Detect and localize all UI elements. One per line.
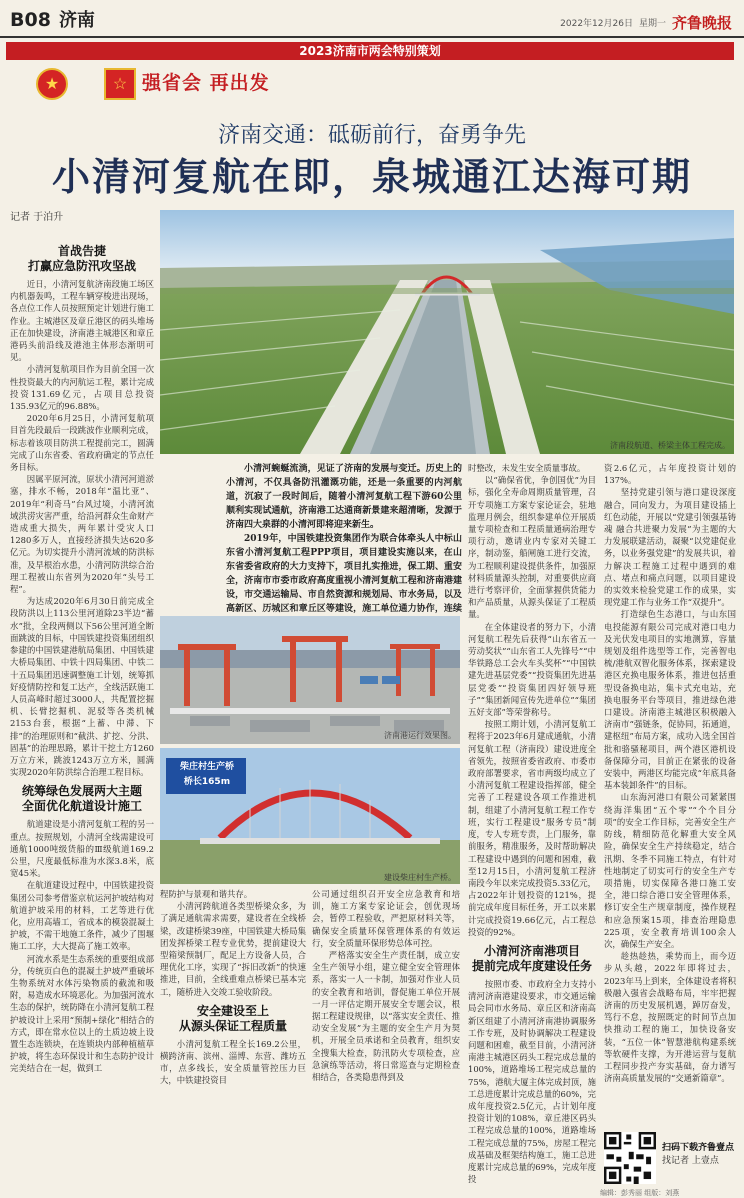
- issue-weekday: 星期一: [638, 19, 666, 29]
- qr-code-icon[interactable]: [604, 1132, 656, 1184]
- masthead: [560, 12, 732, 33]
- paragraph: 河流水系是生态系统的重要组成部分，传统页白色的混凝土护坡严重破坏生物系统对水体污染物质的截流和吸附，易造成水环境恶化。为加强河流水生态的保护，统防降在小清河复航工程护坡设计上采用“预制+绿化”相结合的方式，即在常水位以上的土质边坡上设置生态连锁块，在连锁块内部种植植草护坡，将生态环保设计和生态防护设计完美结合在一起，做到工: [10, 953, 154, 1074]
- section-name: 济南: [58, 10, 95, 31]
- port-rendering-photo: [160, 616, 460, 744]
- header-rule: [0, 36, 744, 38]
- paragraph: 小清河复航工程全长169.2公里，横跨济南、滨州、淄博、东营、潍坊五市，点多线长，安全质量管控压力巨大，中铁建投资目: [160, 1038, 306, 1086]
- paragraph: 公司通过组织召开安全应急教育和培训，施工方案专家论证会，创优现场会，暂停工程验收，严把原材料关等，确保安全质量环保管理体系的有效运行，安全质量环保形势总体可控。: [312, 889, 460, 948]
- canal-aerial-image: [160, 210, 734, 454]
- page-number: B08: [10, 9, 51, 31]
- paragraph: 近日，小清河复航济南段施工场区内机器轰鸣，工程车辆穿梭进出现场，各点位工作人员按照预定计划进行施工作业。主城港区及章丘港区的码头堆场正在加快建设，济南港主城港区和章丘港码头前沿线及港池主体形态渐明可见。: [10, 279, 154, 363]
- article-column-3: [312, 888, 460, 1194]
- article-subhead: 济南交通：砥砺前行，奋勇争先: [217, 123, 526, 148]
- bridge-sign-name: 柴庄村生产桥: [179, 762, 234, 772]
- section-heading-flood: 首战告捷 打赢应急防汛攻坚战: [27, 244, 136, 273]
- bridge-sign-length: 桥长165m: [183, 777, 231, 787]
- paragraph: 在全体建设者的努力下，小清河复航工程先后获得“山东省五一劳动奖状”“山东省工人先锋号”“中华铁路总工会火车头奖杯”“中国铁建先进基层党委”“投资集团先进基层党委”“投资集团四好领导班子”“集团新闻宣传先进单位”“集团五好支部”等荣誉称号。: [468, 621, 596, 718]
- paragraph: 小清河跨航道各类型桥梁众多，为了满足通航需求需要，建设者在全线桥梁，改建桥梁39座，中国铁建大桥局集团发挥桥梁工程专业优势，提前建设大型箱梁预制厂，配足上方设备人员，合理优化工序，实现了“拆旧改新”的快速推进，目前，全线重难点桥梁已基本完工，随桥进入交竣工验收阶段。: [160, 901, 306, 997]
- main-photo-caption: 济南段航道、桥梁主体工程完成。: [610, 441, 730, 450]
- special-banner: 2023济南市两会特别策划: [6, 42, 734, 60]
- qr-caption-line1: 扫码下载齐鲁壹点: [662, 1143, 735, 1153]
- article-headline: 小清河复航在即，泉城通江达海可期: [51, 154, 692, 199]
- page-header: [10, 6, 95, 32]
- paragraph: 2020年6月25日，小清河复航项目首先段最后一段跳波作业顺利完成，标志着该项目防洪工程提前完工，圆满完成了山东省委、省政府确定的节点任务目标。: [10, 413, 154, 473]
- newspaper-logo: 齐鲁晚报: [671, 14, 732, 32]
- paragraph: 打造绿色生态港口，与山东国电投能源有限公司完成对港口电力及光伏发电项目的实地测算，容量规划及组件选型等工作，完善智电梳/港航双智化服务体系，探索建设港区充换电服务体系，推进包括重型设备换电站，集卡式充电站，充换电服务平台等项目，推进绿色港口建设。济南港主城港区积极融入济南市“强链条，促协同，拓通道，建枢纽”布局方案，成功入选全国首批和骆骚秘项目，两个港区港机设备保障分司，目前正在紧张的设备安装中，两港区均能完成“年底具备基本装卸条件”的目标。: [604, 609, 736, 791]
- paragraph: 在航道建设过程中，中国铁建投资集团公司参考借鉴京杭运河护坡结构对航道护坡采用的材料，工艺等进行优化，应用高墙工，省成本的模袋混凝土护坡，不需干地施工条件，减少了围堰施工工序，大大提高了施工效率。: [10, 880, 154, 952]
- bridge-photo: [160, 748, 460, 884]
- paragraph: 程防护与景观和谐共存。: [160, 889, 253, 899]
- paragraph: 坚持党建引领与港口建设深度融合，同向发力，为项目建设插上红色动能，开展以“党建引领强基铸魂 融合共进聚力发展”为主题的大力发展联建活动，凝聚“以党建促业务，以业务强党建”的发展共识，着力解决工程施工过程中遇到的难点、堵点和痛点问题，以项目建设的实效来检验党建工作的成果，实现党建工作与业务工作“双提升”。: [604, 487, 736, 608]
- paragraph: 时整改，未发生安全质量事故。: [468, 463, 586, 473]
- paragraph: 以“确保省优，争创国优”为目标，强化全寿命周期质量管理，召开专项施工方案专家论证会，驻地监理月例会，组织参建单位开展质量专项检查和工程质量通病治理专项行动，邀请业内专家对关键工序，制动鉴，船闸施工进行交流，为工程顺利建设提供条件，加强原材料质量源头控制，对重要供应商进行考察评价，全面掌握供货能力和产品质量，从源头保证了工程质量。: [468, 475, 596, 620]
- lead-paragraph: 小清河蜿蜒流淌，见证了济南的发展与变迁。历史上的小清河，不仅具备防汛灌溉功能，还是一条重要的内河航道，沉寂了一段时间后，随着小清河复航工程下游60公里顺利实现试通航，济南港工达通商新景建来超清晰，发源于济南四大泉群的小清河即将迎来新生。: [226, 464, 462, 530]
- paragraph: 航道建设是小清河复航工程的另一重点。按照规划，小清河全线需建设可通航1000吨级货船的Ⅲ级航道169.2公里，尺度最低标准为水深3.8米，底宽45米。: [10, 819, 154, 879]
- national-emblem-icon: ★: [36, 68, 68, 100]
- lead-paragraph: 2019年，中国铁建投资集团作为联合体牵头人中标山东省小清河复航工程PPP项目，项目建设实施以来，在山东省委省政府的大力支持下，项目扎实推进，保工期、重安全，济南市市委市政府高度重视小清河复航工程和济南港建设，市交通运输局、市自然资源和规划局、市水务局，以及高新区、历城区和章丘区等建设，施工单位通力协作，连续: [226, 534, 462, 614]
- port-photo-caption: 济南港运行效果图。: [384, 731, 456, 740]
- section-heading-green: 统筹绿色发展两大主题 全面优化航道设计施工: [21, 784, 142, 814]
- issue-date: 2022年12月26日: [560, 19, 633, 29]
- qr-caption: [662, 1140, 734, 1166]
- paragraph: 按照市委、市政府全力支持小清河济南港建设要求，市交通运输局会同市水务局、章丘区和济南高新区组建了小清河济南港协调服务工作专班，及时协调解决工程建设问题和困难，截至目前，小清河济南港主城港区码头工程完成总量的100%，道路堆场工程完成总量的75%，港航大厦主体完成封顶，施工总进度累计完成总量的60%，完成年度投资2.5亿元，占计划年度投资计划的108%，章丘港区码头工程完成总量的100%，道路堆场工程完成总量的75%，房屋工程完成基础及框架结构施工，施工总进度累计完成总量的69%，完成年度投: [468, 978, 596, 1185]
- paragraph: 资2.6亿元，占年度投资计划的137%。: [604, 463, 736, 486]
- article-lead: [226, 462, 462, 630]
- paragraph: 按照工期计划，小清河复航工程将于2023年6月建成通航，小清河复航工程（济南段）建设进度全省领先，按照省委省政府、市委市政府部署要求，省市两级均成立了小清河复航工程建设指挥部，健全完善了工程建设各项工作推进机制，组建了小清河复航工程工作专班，实行工程建设“服务专员”制度，专人专班专责，上门服务，靠前服务，精准服务，及时帮助解决工程建设中遇到的问题和困难，截至12月15日，小清河复航工程济南段今年以来完成投资5.33亿元，占2022年计划投资的121%，提前完成年度目标任务，开工以来累计完成投资19.66亿元，占工程总投资的92%。: [468, 719, 596, 937]
- article-column-2: [160, 888, 306, 1194]
- article-column-1: [10, 238, 154, 1194]
- article-column-5: [604, 462, 736, 1126]
- slogan: 强省会 再出发: [142, 72, 270, 94]
- paragraph: 因属平原河流，原状小清河河道淤塞，排水不畅，2018年“温比亚”、2019年“利奇马”台风过境，小清河流域洪涝灾害严重，给沿河群众生命财产造成重大损失，两年累计受灾人口1280多万人，直接经济损失达620多亿元。为切实提升小清河流域的防洪标准，及早根治水患，小清河防洪综合治理工程被山东省列为2020年“头号工程”。: [10, 474, 154, 595]
- paragraph: 趁热趁热，乘势而上，而今迈步从头越，2022年即将过去，2023年马上到来，全体建设者将积极融入强省会战略布局，牢牢把握济南的历史发展机遇，踔厉奋发，笃行不怠，按照既定的时间节点加快推动工程的施工，加快设备安装，“五位一体”智慧港航构建系统等软硬件支撑，为开港运营与复航工程同步投产夯实基础，奋力谱写济南高质量发展的“交通新篇章”。: [604, 951, 736, 1084]
- byline: 记者 于泊升: [10, 212, 64, 223]
- article-column-4: [468, 462, 596, 1194]
- port-rendering-image: [160, 616, 460, 744]
- paragraph: 山东海河港口有限公司紧紧围绕海洋集团“五个零”“个个目分项”的安全工作目标，完善安全生产防线，精细防范化解重大安全风险，确保安全生产持续稳定，结合汛期、冬季不同施工特点，有针对性地制定了切实可行的安全生产专项措施，切实保障各港口施工安全，港口综合港口安全管理体系，修订安全生产规章制度，操作规程和应急预案15项，排查治理隐患225项，安全教育培训100余人次，确保生产安全。: [604, 792, 736, 949]
- bridge-photo-caption: 建设柴庄村生产桥。: [384, 873, 456, 882]
- paragraph: 小清河复航项目作为目前全国一次性投资最大的内河航运工程，累计完成投资131.69亿元，占项目总投资135.93亿元的96.88%。: [10, 364, 154, 412]
- editor-credits: 编辑：彭秀丽 组版：刘燕: [600, 1189, 680, 1197]
- main-photo-canal-aerial: [160, 210, 734, 454]
- qr-caption-line2: 找记者 上壹点: [662, 1156, 719, 1166]
- paragraph: 严格落实安全生产责任制，成立安全生产领导小组，建立健全安全管理体系，落实一人一卡制，加强对作业人员的安全教育和培训，督促施工单位开展一月一评估定期开展安全专题会议，根据工程建设规律，以“落实安全责任、推动安全发展”为主题的安全生产月为契机，开展全员承诺和全员教育，组织安全搜集大检查，防汛防火专项检查，应急演练等活动，将日常巡查与定期检查相结合，各类隐患得到及: [312, 950, 460, 1083]
- paragraph: 为达成2020年6月30日前完成全段防洪以上113公里河道除23半边“蓄水”批，全段两侧以下56公里河道全断面跳波的目标，中国铁建投资集团组织参建的中国铁建港航局集团、中国铁建大桥局集团、中铁十四局集团、中铁二十五局集团迅速调整施工计划，统筹抓好疫情防控和复工达产，全线活跃施工人员高峰时超过3000人，共配置挖掘机、长臂挖掘机、泥驳等各类机械2153台套，根据“上蓄、中滞、下排”的治理原则和“截洪、扩挖、分洪、固基”的治理思路，累计干挖土方1260万立方米，跳波1243万立方米，圆满实现2020年防洪综合治理工程目标。: [10, 596, 154, 778]
- section-heading-port: 小清河济南港项目 提前完成年度建设任务: [471, 943, 592, 973]
- section-heading-safety: 安全建设至上 从源头保证工程质量: [178, 1003, 287, 1033]
- party-emblem-icon: ☆: [104, 68, 136, 100]
